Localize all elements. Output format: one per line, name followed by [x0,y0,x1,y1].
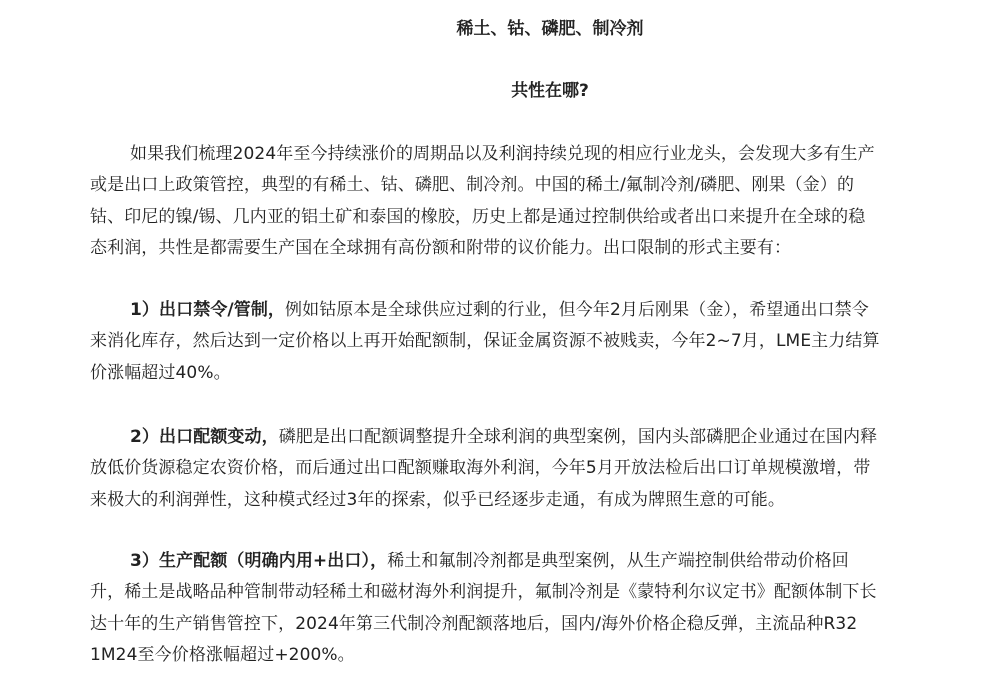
point-text: 磷肥是出口配额调整提升全球利润的典型案例，国内头部磷肥企业通过在国内释 [278,427,878,447]
point-line: 升，稀土是战略品种管制带动轻稀土和磁材海外利润提升，氟制冷剂是《蒙特利尔议定书》配额体制下长 [90,582,877,603]
point-paragraph-3 [90,546,970,671]
point-text: 例如钴原本是全球供应过剩的行业，但今年2月后刚果（金），希望通出口禁令 [285,300,869,320]
intro-line: 如果我们梳理2024年至今持续涨价的周期品以及利润持续兑现的相应行业龙头，会发现大多有生产 [130,144,875,164]
article-title: 稀土、钴、磷肥、制冷剂 [456,19,644,39]
point-line: 达十年的生产销售管控下，2024年第三代制冷剂配额落地后，国内/海外价格企稳反弹，主流品种R32 [90,613,858,634]
article-subtitle: 共性在哪? [511,81,589,101]
intro-line: 钴、印尼的镍/锡、几内亚的铝土矿和泰国的橡胶，历史上都是通过控制供给或者出口来提升在全球的稳 [90,206,866,227]
point-first-line [90,295,970,326]
point-first-line [90,422,970,453]
point-line: 来消化库存，然后达到一定价格以上再开始配额制，保证金属资源不被贱卖，今年2~7月，LME主力结算 [90,331,880,352]
intro-line: 或是出口上政策管控，典型的有稀土、钴、磷肥、制冷剂。中国的稀土/氟制冷剂/磷肥、刚果（金）的 [90,175,855,196]
intro-paragraph [90,139,970,264]
point-heading: 2）出口配额变动， [130,427,279,447]
point-heading: 1）出口禁令/管制， [130,300,286,320]
point-paragraph-1 [90,295,970,389]
point-first-line [90,546,970,577]
point-line: 来极大的利润弹性，这种模式经过3年的探索，似乎已经逐步走通，有成为牌照生意的可能。 [90,489,785,510]
point-line: 价涨幅超过40%。 [90,362,231,383]
point-text: 稀土和氟制冷剂都是典型案例，从生产端控制供给带动价格回 [387,551,849,571]
point-heading: 3）生产配额（明确内用+出口）， [130,551,388,571]
intro-line: 态利润，共性是都需要生产国在全球拥有高份额和附带的议价能力。出口限制的形式主要有： [90,237,792,258]
point-line: 1M24至今价格涨幅超过+200%。 [90,644,355,665]
point-paragraph-2 [90,422,970,516]
point-line: 放低价货源稳定农资价格，而后通过出口配额赚取海外利润，今年5月开放法检后出口订单规模激增，带 [90,458,871,479]
